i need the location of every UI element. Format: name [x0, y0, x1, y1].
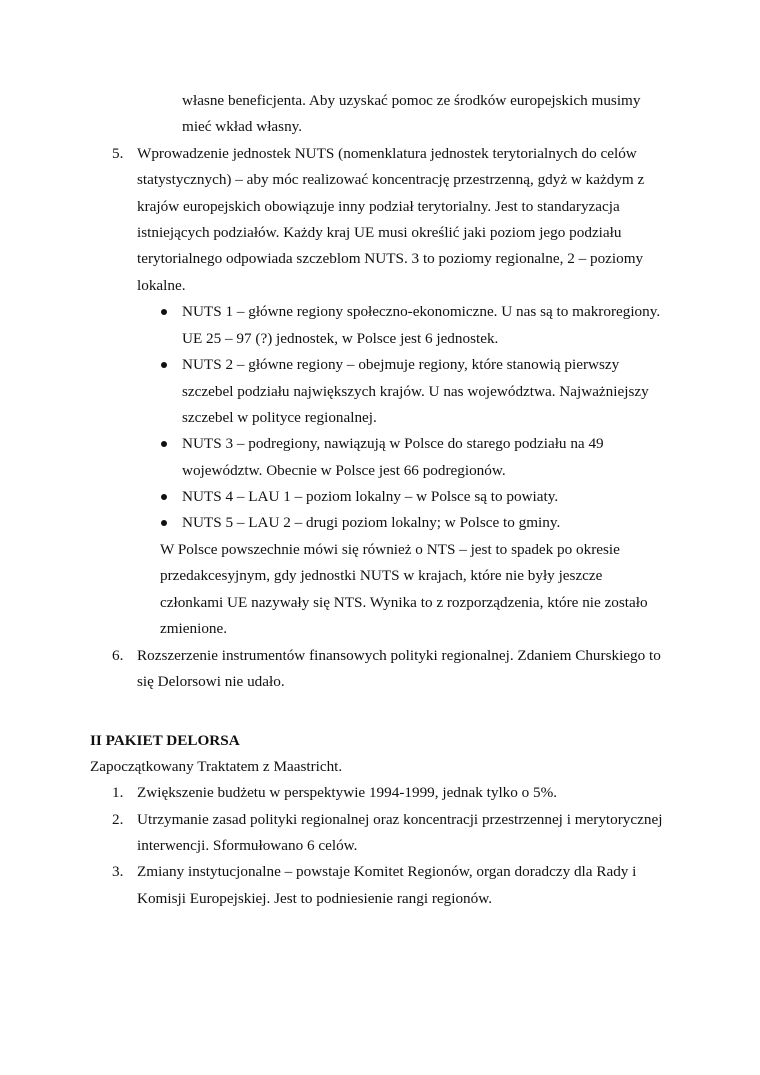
bullet-icon	[161, 494, 167, 500]
list-item-line: się Delorsowi nie udało.	[137, 673, 285, 690]
note-line: przedakcesyjnym, gdy jednostki NUTS w krajach, które nie były jeszcze	[160, 567, 603, 584]
list-item-line: lokalne.	[137, 277, 186, 294]
bullet-item-line: szczebel w polityce regionalnej.	[182, 409, 377, 426]
section-heading: II PAKIET DELORSA	[90, 732, 240, 749]
section-intro: Zapoczątkowany Traktatem z Maastricht.	[90, 758, 343, 775]
list-item-line: Komisji Europejskiej. Jest to podniesienie rangi regionów.	[137, 890, 493, 907]
list-item-line: interwencji. Sformułowano 6 celów.	[137, 837, 358, 854]
list-number: 1.	[112, 784, 124, 801]
bullet-item-line: NUTS 3 – podregiony, nawiązują w Polsce do starego podziału na 49	[182, 435, 604, 452]
note-line: W Polsce powszechnie mówi się również o NTS – jest to spadek po okresie	[160, 541, 620, 558]
bullet-item-line: województw. Obecnie w Polsce jest 66 podregionów.	[182, 462, 506, 479]
list-number: 5.	[112, 145, 124, 162]
bullet-item-line: NUTS 4 – LAU 1 – poziom lokalny – w Polsce są to powiaty.	[182, 488, 559, 505]
list-item-line: Rozszerzenie instrumentów finansowych polityki regionalnej. Zdaniem Churskiego to	[137, 647, 661, 664]
list-number: 3.	[112, 863, 124, 880]
list-number: 6.	[112, 647, 124, 664]
bullet-item-line: NUTS 1 – główne regiony społeczno-ekonomiczne. U nas są to makroregiony.	[182, 303, 661, 320]
bullet-icon	[161, 362, 167, 368]
bullet-icon	[161, 309, 167, 315]
bullet-item-line: NUTS 2 – główne regiony – obejmuje regiony, które stanowią pierwszy	[182, 356, 620, 373]
list-item-line: Zmiany instytucjonalne – powstaje Komitet Regionów, organ doradczy dla Rady i	[137, 863, 637, 880]
list-item-line: krajów europejskich obowiązuje inny podział terytorialny. Jest to standaryzacja	[137, 198, 620, 215]
bullet-icon	[161, 441, 167, 447]
bullet-item-line: szczebel podziału największych krajów. U nas województwa. Najważniejszy	[182, 383, 649, 400]
list-number: 2.	[112, 811, 124, 828]
note-line: zmienione.	[160, 620, 228, 637]
list-item-line: terytorialnego odpowiada szczeblom NUTS. 3 to poziomy regionalne, 2 – poziomy	[137, 250, 644, 267]
list-item-line: Wprowadzenie jednostek NUTS (nomenklatura jednostek terytorialnych do celów	[137, 145, 637, 162]
bullet-item-line: UE 25 – 97 (?) jednostek, w Polsce jest 6 jednostek.	[182, 330, 499, 347]
continuation-line: mieć wkład własny.	[182, 118, 303, 135]
bullet-item-line: NUTS 5 – LAU 2 – drugi poziom lokalny; w Polsce to gminy.	[182, 514, 561, 531]
list-item-line: istniejących podziałów. Każdy kraj UE musi określić jaki poziom jego podziału	[137, 224, 622, 241]
list-item-line: Utrzymanie zasad polityki regionalnej oraz koncentracji przestrzennej i merytorycznej	[137, 811, 663, 828]
bullet-icon	[161, 520, 167, 526]
continuation-line: własne beneficjenta. Aby uzyskać pomoc ze środków europejskich musimy	[182, 92, 641, 109]
list-item-line: statystycznych) – aby móc realizować koncentrację przestrzenną, gdyż w każdym z	[137, 171, 645, 188]
note-line: członkami UE nazywały się NTS. Wynika to z rozporządzenia, które nie zostało	[160, 594, 648, 611]
list-item-line: Zwiększenie budżetu w perspektywie 1994-1999, jednak tylko o 5%.	[137, 784, 558, 801]
